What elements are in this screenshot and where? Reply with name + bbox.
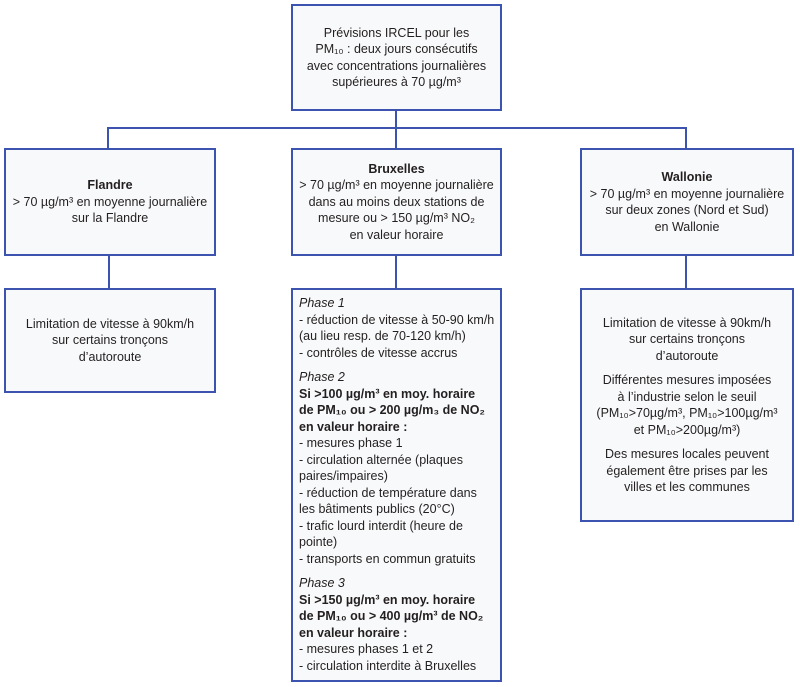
text-line: (au lieu resp. de 70-120 km/h) (299, 329, 466, 343)
text-line: Si >150 µg/m³ en moy. horaire (299, 592, 476, 607)
text-line: sur certains tronçons (628, 332, 746, 346)
text-line: PM₁₀ : deux jours consécutifs (315, 42, 478, 56)
text-line: - mesures phase 1 (299, 436, 403, 450)
text-line: > 70 µg/m³ en moyenne journalière (299, 178, 494, 193)
line-spacer (293, 567, 500, 575)
text-line: - mesures phases 1 et 2 (299, 642, 434, 656)
text-line: mesure ou > 150 µg/m³ NO₂ (318, 211, 475, 226)
text-line: sur deux zones (Nord et Sud) (605, 203, 769, 217)
text-line: villes et les communes (624, 480, 750, 494)
text-line: en Wallonie (654, 219, 720, 234)
line-spacer (582, 364, 792, 372)
connector-drop-flandre (107, 127, 109, 148)
text-line: avec concentrations journalières (306, 58, 487, 73)
text-line: Différentes mesures imposées (602, 373, 772, 387)
connector-branch-bar (107, 127, 687, 129)
bruxelles-action-box (291, 288, 502, 682)
text-line: sur certains tronçons (51, 333, 169, 348)
text-line: en valeur horaire (349, 227, 444, 242)
text-line: - trafic lourd interdit (heure de (299, 518, 463, 533)
text-line: (PM₁₀>70µg/m³, PM₁₀>100µg/m³ (596, 406, 778, 420)
text-line: de PM₁₀ ou > 400 µg/m³ de NO₂ (299, 609, 484, 623)
wallonie-action-box (580, 288, 794, 522)
connector-root-trunk (395, 111, 397, 148)
text-line: - transports en commun gratuits (299, 551, 476, 566)
text-line: Phase 3 (299, 576, 345, 590)
line-spacer (293, 361, 500, 369)
text-line: à l’industrie selon le seuil (617, 389, 757, 404)
text-line: Limitation de vitesse à 90km/h (602, 315, 772, 330)
connector-wallonie-action (685, 256, 687, 288)
text-line: Prévisions IRCEL pour les (323, 25, 470, 40)
text-line: et PM₁₀>200µg/m³) (633, 422, 741, 437)
text-line: Si >100 µg/m³ en moy. horaire (299, 386, 476, 401)
text-line: - contrôles de vitesse accrus (299, 345, 458, 360)
text-line: dans au moins deux stations de (308, 194, 485, 209)
text-line: les bâtiments publics (20°C) (299, 502, 455, 516)
text-line: > 70 µg/m³ en moyenne journalière (589, 186, 785, 201)
text-line: - réduction de température dans (299, 485, 477, 500)
flandre-action-box (4, 288, 216, 393)
text-line: en valeur horaire : (299, 419, 408, 434)
text-line: de PM₁₀ ou > 200 µg/m₃ de NO₂ (299, 403, 485, 417)
text-line: > 70 µg/m³ en moyenne journalière (12, 194, 208, 209)
text-line: supérieures à 70 µg/m³ (332, 75, 461, 89)
text-line: paires/impaires) (299, 469, 388, 483)
line-spacer (582, 438, 792, 446)
wallonie-condition-box (580, 148, 794, 256)
text-line: Phase 1 (299, 296, 345, 310)
text-line: Bruxelles (368, 161, 425, 176)
text-line: - circulation interdite à Bruxelles (299, 658, 477, 673)
text-line: Des mesures locales peuvent (605, 447, 769, 461)
connector-bruxelles-action (395, 256, 397, 288)
text-line: en valeur horaire : (299, 625, 408, 640)
text-line: Phase 2 (299, 370, 345, 384)
text-line: également être prises par les (606, 463, 768, 478)
text-line: pointe) (299, 535, 338, 549)
text-line: d’autoroute (78, 349, 142, 364)
text-line: Flandre (87, 178, 133, 193)
connector-drop-wallonie (685, 127, 687, 148)
text-line: Limitation de vitesse à 90km/h (25, 316, 195, 331)
root-condition-box (291, 4, 502, 111)
text-line: - circulation alternée (plaques (299, 452, 463, 467)
flandre-condition-box (4, 148, 216, 256)
text-line: sur la Flandre (71, 211, 149, 226)
text-line: - réduction de vitesse à 50-90 km/h (299, 312, 495, 327)
connector-flandre-action (108, 256, 110, 288)
bruxelles-condition-box (291, 148, 502, 256)
text-line: Wallonie (661, 170, 713, 184)
text-line: d’autoroute (655, 348, 719, 363)
